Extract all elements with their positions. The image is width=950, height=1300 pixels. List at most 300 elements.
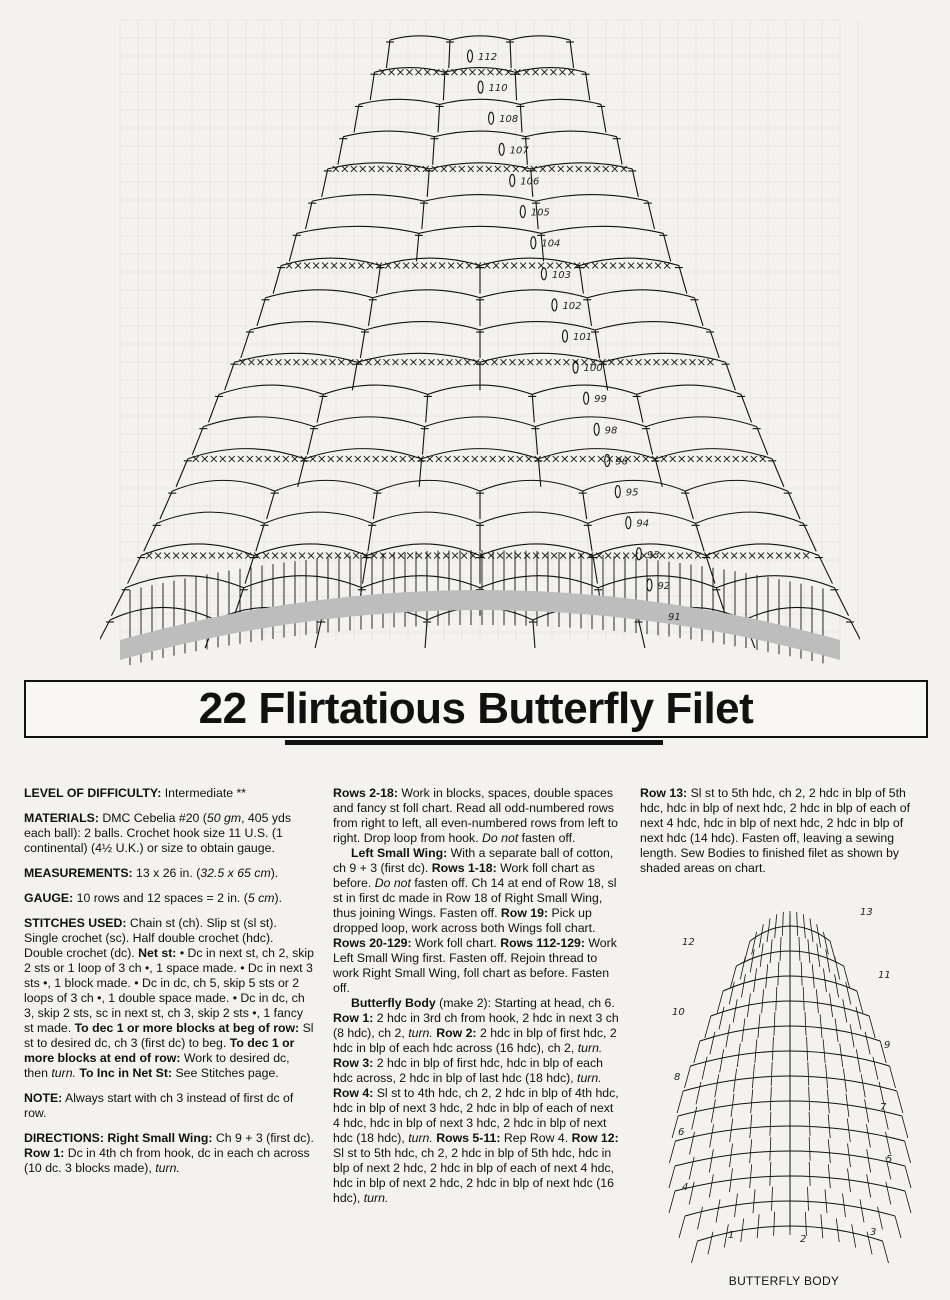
body-stitch [823, 1039, 825, 1063]
stitch-post [850, 620, 860, 648]
row-number-label: 108 [499, 114, 519, 126]
sc-x-mark [541, 69, 547, 75]
body-row-number: 6 [678, 1127, 685, 1138]
body-stitch [710, 1124, 714, 1147]
row-number-label: 92 [657, 580, 671, 592]
body-stitch [684, 1066, 690, 1088]
body-stitch [867, 1149, 871, 1172]
body-row-number: 5 [886, 1154, 893, 1165]
note-paragraph: NOTE: Always start with ch 3 instead of first dc of row. [24, 1091, 294, 1120]
stitch-post [377, 266, 381, 294]
body-stitch [801, 962, 802, 986]
sc-x-mark [646, 263, 652, 269]
sc-x-mark [532, 69, 538, 75]
butterfly-body-chart [660, 890, 920, 1270]
sc-x-mark [182, 553, 188, 559]
body-stitch [757, 1214, 759, 1238]
body-stitch [770, 1087, 771, 1111]
sc-x-mark [322, 263, 328, 269]
sc-x-mark [342, 166, 348, 172]
body-stitch [750, 1139, 752, 1163]
body-stitch [835, 974, 839, 997]
sc-x-mark [218, 553, 224, 559]
turning-loop [510, 174, 515, 186]
sc-x-mark [742, 456, 748, 462]
sc-x-mark [398, 553, 404, 559]
sc-x-mark [634, 456, 640, 462]
sc-x-mark [776, 553, 782, 559]
sc-x-mark [388, 69, 394, 75]
sc-x-mark [724, 456, 730, 462]
sc-x-mark [202, 456, 208, 462]
stitch-post [570, 40, 574, 68]
body-stitch [758, 1014, 760, 1038]
body-stitch [766, 964, 768, 988]
sc-x-mark [164, 553, 170, 559]
body-stitch [861, 1074, 865, 1097]
page-title: 22 Flirtatious Butterfly Filet [198, 684, 754, 733]
body-stitch [808, 939, 810, 963]
sc-x-mark [355, 456, 361, 462]
body-stitch [805, 1212, 806, 1236]
stitch-post [100, 620, 110, 648]
sc-x-mark [661, 456, 667, 462]
body-stitch [816, 989, 818, 1013]
body-stitch [669, 1141, 675, 1163]
stitch-post [803, 523, 816, 551]
sc-x-mark [452, 553, 458, 559]
stitch-post [422, 427, 424, 455]
body-stitch [885, 1132, 890, 1155]
sc-x-mark [508, 456, 514, 462]
butterfly-body-diagram [660, 890, 920, 1270]
body-stitch [708, 1232, 713, 1255]
butterfly-body-caption: BUTTERFLY BODY [728, 1274, 840, 1288]
sc-x-mark [364, 456, 370, 462]
stitch-post [176, 459, 188, 487]
stitch-post [111, 588, 125, 616]
stitch-post [416, 233, 418, 261]
body-stitch [809, 1137, 810, 1161]
sc-x-mark [416, 553, 422, 559]
body-stitch [771, 1062, 772, 1086]
body-stitch [828, 1164, 830, 1188]
left-wing-paragraph: Left Small Wing: With a separate ball of cotton, ch 9 + 3 (first dc). Rows 1-18: Work foll chart as before. Do not fasten off. Ch 14 at end of Row 18, sl st in first dc made in Row 18 of Right Small Wing, thus joining Wings. Fasten off. Row 19: Pick up dropped loop, work across both Wings foll chart. Rows 20-129: Work foll chart. Rows 112-129: Work Left Small Wing first. Fasten off. Rejoin thread to work Right Small Wing, foll chart as before. Fasten off. [333, 846, 617, 995]
body-row-number: 12 [682, 937, 695, 948]
row-number-label: 101 [573, 332, 593, 343]
sc-x-mark [397, 69, 403, 75]
body-stitch [883, 1241, 889, 1263]
body-stitch [770, 1137, 771, 1161]
sc-x-mark [412, 263, 418, 269]
stitch-post [696, 523, 705, 551]
body-row-number: 9 [884, 1040, 891, 1051]
sc-x-mark [427, 456, 433, 462]
sc-x-mark [524, 553, 530, 559]
turning-loop [520, 206, 525, 218]
body-stitch [856, 1049, 860, 1072]
stitch-post [617, 137, 622, 165]
sc-x-mark [396, 166, 402, 172]
sc-x-mark [432, 166, 438, 172]
body-stitch [729, 982, 734, 1005]
sc-x-mark [520, 263, 526, 269]
sc-x-mark [373, 456, 379, 462]
sc-x-mark [562, 456, 568, 462]
sc-x-mark [614, 553, 620, 559]
sc-x-mark [200, 553, 206, 559]
stitch-post [757, 427, 768, 455]
body-stitch [772, 1187, 773, 1211]
sc-x-mark [526, 456, 532, 462]
stitch-post [386, 40, 390, 68]
body-stitch [753, 1189, 755, 1213]
sc-x-mark [424, 69, 430, 75]
stitch-post [588, 523, 592, 551]
column-3 [640, 786, 928, 886]
sc-x-mark [434, 553, 440, 559]
row-number-label: 98 [604, 425, 618, 437]
body-stitch [897, 1091, 903, 1113]
sc-x-mark [592, 263, 598, 269]
body-stitch [905, 1141, 911, 1163]
body-stitch [717, 991, 723, 1013]
row-number-label: 110 [488, 83, 508, 95]
sc-x-mark [468, 166, 474, 172]
sc-x-mark [794, 553, 800, 559]
sc-x-mark [238, 456, 244, 462]
body-stitch [809, 1162, 810, 1186]
stitch-post [370, 72, 374, 100]
body-stitch [860, 1199, 864, 1222]
stitch-post [632, 169, 638, 197]
body-stitch [702, 1057, 707, 1080]
sc-x-mark [558, 166, 564, 172]
sc-x-mark [265, 456, 271, 462]
body-stitch [825, 1189, 827, 1213]
stitch-post [449, 40, 450, 68]
stitch-post [256, 523, 265, 551]
body-stitch [752, 1064, 754, 1088]
body-stitch [857, 991, 863, 1013]
sc-x-mark [448, 263, 454, 269]
row-number-label: 106 [520, 176, 540, 188]
sc-x-mark [308, 553, 314, 559]
sc-x-mark [496, 69, 502, 75]
row-number-label: 96 [615, 456, 628, 468]
body-stitch [679, 1216, 685, 1238]
sc-x-mark [686, 553, 692, 559]
sc-x-mark [598, 456, 604, 462]
body-stitch [812, 964, 814, 988]
sc-x-mark [733, 456, 739, 462]
sc-x-mark [211, 456, 217, 462]
sc-x-mark [469, 69, 475, 75]
turning-loop [594, 423, 599, 435]
crochet-chart [100, 0, 860, 670]
sc-x-mark [502, 263, 508, 269]
sc-x-mark [486, 166, 492, 172]
stitch-post [273, 266, 281, 294]
body-stitch [869, 1016, 875, 1038]
filet-chart-diagram [100, 0, 860, 670]
measurements-paragraph: MEASUREMENTS: 13 x 26 in. (32.5 x 65 cm). [24, 866, 279, 880]
sc-x-mark [472, 456, 478, 462]
title-underline [285, 740, 663, 745]
rows-2-18-paragraph: Rows 2-18: Work in blocks, spaces, double spaces and fancy st foll chart. Read all odd-numbered rows from right to left, all even-numbered rows from left to right. Drop loop from hook. Do not fasten off. [333, 786, 618, 845]
body-stitch [808, 1062, 809, 1086]
sc-x-mark [612, 166, 618, 172]
column-2 [333, 786, 621, 1206]
row-number-label: 94 [636, 518, 650, 530]
body-stitch [878, 1207, 883, 1230]
stitch-post [646, 427, 653, 455]
sc-x-mark [506, 553, 512, 559]
stitch-post [267, 491, 275, 519]
body-stitch [689, 1157, 694, 1180]
sc-x-mark [697, 456, 703, 462]
sc-x-mark [556, 263, 562, 269]
body-row-number: 11 [878, 970, 891, 981]
sc-x-mark [466, 263, 472, 269]
row-number-label: 93 [646, 549, 660, 561]
sc-x-mark [560, 553, 566, 559]
body-stitch [716, 1199, 720, 1222]
sc-x-mark [670, 456, 676, 462]
body-stitch [886, 1182, 891, 1205]
sc-x-mark [146, 553, 152, 559]
stitch-post [648, 201, 655, 229]
sc-x-mark [559, 69, 565, 75]
row-number-label: 95 [625, 487, 639, 499]
body-stitch [698, 1207, 703, 1230]
body-stitch [669, 1166, 675, 1188]
sc-x-mark [594, 166, 600, 172]
stitch-post [225, 362, 235, 390]
sc-x-mark [758, 553, 764, 559]
stitch-post [192, 427, 203, 455]
body-stitch [827, 1089, 829, 1113]
body-stitch [905, 1166, 911, 1188]
sc-x-mark [344, 553, 350, 559]
body-row-number: 8 [674, 1072, 681, 1083]
turning-loop [563, 330, 568, 342]
sc-x-mark [292, 456, 298, 462]
sc-x-mark [553, 456, 559, 462]
sc-x-mark [337, 456, 343, 462]
turning-loop [531, 237, 536, 249]
body-stitch [715, 1074, 719, 1097]
body-stitch [852, 1224, 856, 1247]
body-stitch [865, 1099, 869, 1122]
body-row-number: 4 [682, 1182, 689, 1193]
turning-loop [478, 81, 483, 93]
sc-x-mark [580, 456, 586, 462]
stitch-post [685, 491, 693, 519]
body-stitch [733, 999, 737, 1022]
sc-x-mark [688, 456, 694, 462]
body-row-number: 2 [800, 1234, 807, 1245]
stitch-post [663, 233, 670, 261]
stitch-post [307, 427, 314, 455]
body-stitch [865, 1032, 870, 1055]
stitch-post [427, 169, 429, 197]
sc-x-mark [544, 456, 550, 462]
sc-x-mark [340, 263, 346, 269]
sc-x-mark [481, 456, 487, 462]
sc-x-mark [740, 553, 746, 559]
sc-x-mark [517, 456, 523, 462]
stitch-post [579, 266, 583, 294]
sc-x-mark [668, 553, 674, 559]
sc-x-mark [643, 456, 649, 462]
stitches-paragraph: STITCHES USED: Chain st (ch). Slip st (sl st). Single crochet (sc). Half double crochet (hdc). Double crochet (dc). Net st: • Dc in next st, ch 2, skip 2 sts or 1 loop of 3 ch •, 1 space made. • Dc in next 3 sts •, 1 block made. • Dc in dc, ch 5, skip 5 sts or 2 loops of 3 ch •, 1 double space made. • Dc in dc, ch 3, skip 2 sts, sc in next st, ch 3, skip 2 sts •, 1 fancy st made. To dec 1 or more blocks at beg of row: Sl st to desired dc, ch 3 (first dc) to beg. To dec 1 or more blocks at end of row: Work to desired dc, then turn. To Inc in Net St: See Stitches page. [24, 916, 314, 1080]
stitch-post [726, 362, 736, 390]
stitch-post [144, 523, 157, 551]
body-stitch [867, 1174, 871, 1197]
sc-x-mark [406, 69, 412, 75]
stitch-post [515, 72, 516, 100]
body-stitch [669, 1191, 675, 1213]
directions-paragraph: DIRECTIONS: Right Small Wing: Ch 9 + 3 (first dc). Row 1: Dc in 4th ch from hook, dc in each ch across (10 dc. 3 blocks made), turn. [24, 1131, 314, 1175]
turning-loop [499, 143, 504, 155]
stitch-post [772, 459, 784, 487]
body-stitch [772, 1037, 773, 1061]
stitch-post [160, 491, 172, 519]
stitch-post [368, 523, 372, 551]
sc-x-mark [319, 456, 325, 462]
sc-x-mark [722, 553, 728, 559]
sc-x-mark [664, 263, 670, 269]
stitch-post [510, 40, 511, 68]
body-stitch [820, 1014, 822, 1038]
body-stitch [782, 912, 783, 936]
body-stitch [808, 1187, 809, 1211]
sc-x-mark [272, 553, 278, 559]
sc-x-mark [715, 456, 721, 462]
sc-x-mark [504, 166, 510, 172]
body-stitch [710, 1032, 715, 1055]
row-number-label: 112 [478, 52, 498, 63]
stitch-post [306, 201, 313, 229]
sc-x-mark [589, 456, 595, 462]
body-stitch [677, 1091, 683, 1113]
sc-x-mark [679, 456, 685, 462]
body-stitch [803, 914, 805, 938]
body-stitch [719, 1007, 724, 1030]
stitch-post [419, 459, 421, 487]
row-number-label: 103 [551, 269, 571, 281]
sc-x-mark [576, 166, 582, 172]
sc-x-mark [360, 166, 366, 172]
sc-x-mark [628, 263, 634, 269]
sc-x-mark [460, 69, 466, 75]
row-number-label: 100 [583, 363, 603, 375]
body-stitch [807, 1037, 808, 1061]
body-stitch [711, 1099, 715, 1122]
row-number-label: 99 [594, 394, 607, 406]
turning-loop [541, 268, 546, 280]
body-stitch [873, 1057, 878, 1080]
stitch-post [788, 491, 800, 519]
body-stitch [755, 1039, 757, 1063]
stitch-post [422, 201, 424, 229]
body-stitch [696, 1082, 701, 1105]
body-stitch [774, 1212, 775, 1236]
sc-x-mark [751, 456, 757, 462]
body-stitch [776, 987, 777, 1011]
sc-x-mark [542, 553, 548, 559]
sc-x-mark [290, 553, 296, 559]
sc-x-mark [436, 456, 442, 462]
body-ink [669, 911, 911, 1263]
body-stitch [803, 987, 804, 1011]
body-stitch [690, 1132, 695, 1155]
body-stitch [850, 1024, 854, 1047]
sc-x-mark [274, 456, 280, 462]
body-stitch [775, 914, 777, 938]
body-stitch [720, 1049, 724, 1072]
body-stitch [799, 937, 800, 961]
butterfly-body-paragraph: Butterfly Body (make 2): Starting at head, ch 6. Row 1: 2 hdc in 3rd ch from hook, 2 hdc in next 3 ch (8 hdc), ch 2, turn. Row 2: 2 hdc in blp of first hdc, 2 hdc in blp of each hdc across (16 hdc), ch 2, turn. Row 3: 2 hdc in blp of first hdc, hdc in blp of each hdc across, 2 hdc in blp of last hdc (18 hdc), turn. Row 4: Sl st to 4th hdc, ch 2, 2 hdc in blp of 4th hdc, hdc in blp of next 3 hdc, 2 hdc in blp of each of next 4 hdc, hdc in blp of next 3 hdc, 2 hdc in blp of next hdc (18 hdc), turn. Rows 5-11: Rep Row 4. Row 12: Sl st to 5th hdc, ch 2, 2 hdc in blp of 5th hdc, hdc in blp of next 2 hdc, 2 hdc in blp of each of next 4 hdc, hdc in blp of next 2 hdc, 2 hdc in blp of next hdc (16 hdc), turn. [333, 996, 619, 1205]
stitch-post [834, 588, 848, 616]
body-stitch [770, 1162, 771, 1186]
gauge-paragraph: GAUGE: 10 rows and 12 spaces = 2 in. (5 cm). [24, 891, 283, 905]
turning-loop [626, 517, 631, 529]
sc-x-mark [346, 456, 352, 462]
body-stitch [692, 1241, 698, 1263]
sc-x-mark [478, 69, 484, 75]
row-13-paragraph: Row 13: Sl st to 5th hdc, ch 2, 2 hdc in blp of 5th hdc, hdc in blp of next hdc, 2 hdc in blp of each of next 4 hdc, hdc in blp of next hdc, 2 hdc in blp of next hdc (14 hdc). Fasten off, leaving a sewing length. Sew Bodies to finished filet as shown by shaded areas on chart. [640, 786, 911, 875]
sc-x-mark [283, 456, 289, 462]
body-stitch [805, 1012, 806, 1036]
body-stitch [692, 1107, 697, 1130]
body-stitch [740, 957, 745, 980]
sc-x-mark [706, 456, 712, 462]
stitch-post [679, 266, 687, 294]
sc-x-mark [454, 456, 460, 462]
body-row-number: 10 [672, 1007, 685, 1018]
stitch-post [322, 169, 328, 197]
sc-x-mark [499, 456, 505, 462]
turning-loop [615, 486, 620, 498]
stitch-post [338, 137, 343, 165]
body-stitch [835, 957, 840, 980]
body-stitch [689, 1182, 694, 1205]
stitch-post [373, 491, 377, 519]
body-stitch [890, 1066, 896, 1088]
sc-x-mark [450, 166, 456, 172]
title-box [24, 680, 928, 738]
body-stitch [770, 939, 772, 963]
sc-x-mark [328, 456, 334, 462]
stitch-post [289, 233, 296, 261]
body-stitch [774, 1012, 775, 1036]
body-row-number: 3 [870, 1227, 877, 1238]
body-stitch [895, 1216, 901, 1238]
body-row-number: 1 [728, 1230, 735, 1241]
row-number-label: 91 [668, 612, 681, 623]
body-stitch [762, 989, 764, 1013]
stitch-post [586, 72, 590, 100]
sc-x-mark [358, 263, 364, 269]
stitch-post [443, 72, 444, 100]
body-stitch [809, 1112, 810, 1136]
sc-x-mark [522, 166, 528, 172]
column-1 [24, 786, 314, 1176]
body-stitch [826, 1064, 828, 1088]
body-stitch [866, 1124, 870, 1147]
